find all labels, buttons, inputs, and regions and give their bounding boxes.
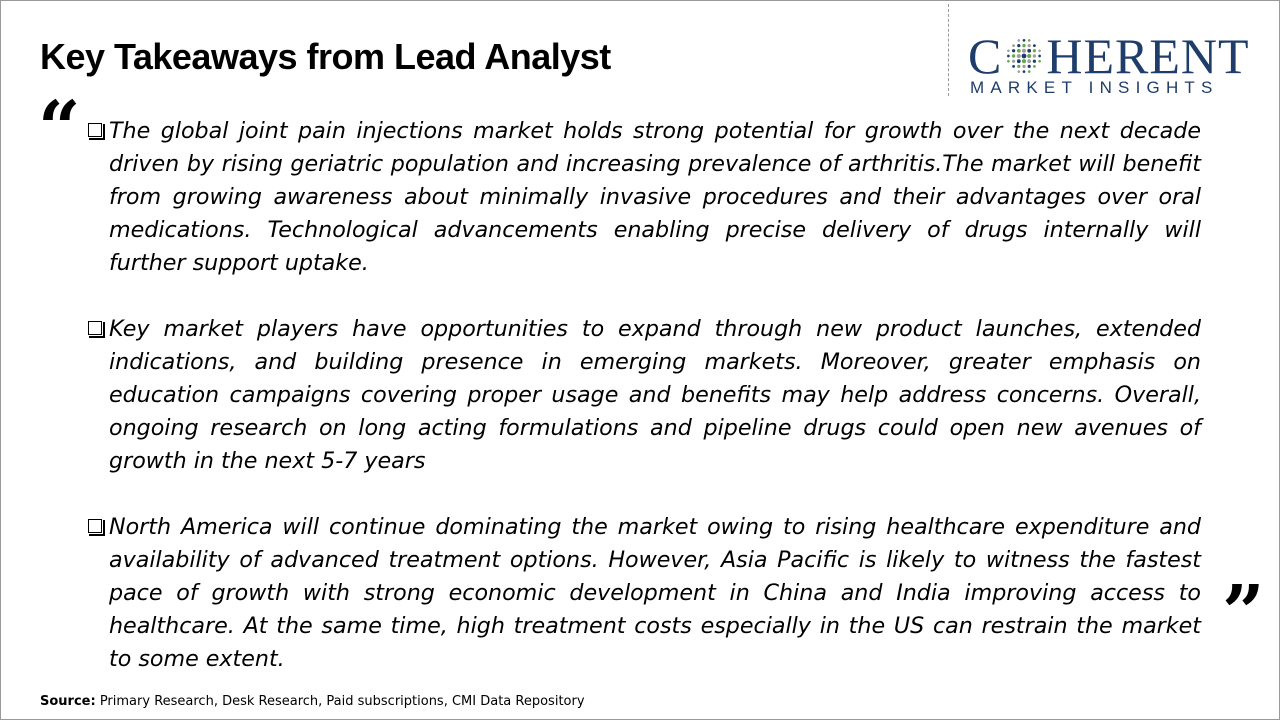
logo-divider — [948, 4, 949, 96]
globe-dot — [1017, 59, 1021, 63]
globe-dot — [1028, 39, 1031, 42]
globe-dot — [1013, 44, 1016, 47]
globe-dot — [1018, 65, 1021, 68]
globe-dot — [1033, 54, 1036, 57]
source-note — [40, 694, 585, 709]
globe-dot — [1012, 54, 1015, 57]
checkbox-bullet-icon — [88, 123, 102, 137]
globe-dot — [1017, 54, 1021, 58]
checkbox-bullet-icon — [88, 519, 102, 533]
logo-word-right: HERENT — [1046, 28, 1250, 84]
globe-dot — [1039, 60, 1042, 63]
globe-dot — [1007, 55, 1010, 58]
globe-dot — [1022, 59, 1026, 63]
globe-dot — [1033, 65, 1036, 68]
globe-dot — [1033, 44, 1036, 47]
globe-dot — [1033, 60, 1036, 63]
globe-dot — [1012, 49, 1015, 52]
globe-dot — [1028, 59, 1032, 63]
source-text: Primary Research, Desk Research, Paid subscriptions, CMI Data Repository — [95, 694, 585, 709]
coherent-logo — [968, 30, 1260, 100]
globe-dot — [1023, 70, 1026, 73]
globe-dot — [1022, 54, 1027, 59]
globe-dot — [1018, 44, 1021, 47]
takeaway-text: North America will continue dominating the market owing to rising healthcare expenditure and availability of advanced treatment options. However, Asia Pacific is likely to witness the fastest pace of growth with strong economic development in China and India improving access to healthcare. At the same time, high treatment costs especially in the US can restrain the market to some extent. — [109, 514, 1201, 672]
globe-dot — [1007, 60, 1010, 63]
globe-dot — [1028, 70, 1031, 73]
globe-dot — [1007, 50, 1010, 53]
globe-dot — [1039, 50, 1042, 53]
logo-subtitle: MARKET INSIGHTS — [970, 78, 1219, 97]
globe-dots-icon — [1004, 36, 1044, 76]
takeaway-item — [86, 115, 1201, 280]
takeaways-list — [86, 115, 1201, 709]
globe-dot — [1023, 44, 1026, 47]
logo-wordmark — [968, 30, 1250, 82]
source-label: Source: — [40, 694, 96, 709]
takeaway-text: The global joint pain injections market holds strong potential for growth over the next decade driven by rising geriatric population and increasing prevalence of arthritis.The market will benefit from growing awareness about minimally invasive procedures and their advantages over oral medications. Technological advancements enabling precise delivery of drugs internally will further support uptake. — [109, 118, 1201, 276]
globe-dot — [1018, 70, 1021, 73]
globe-dot — [1039, 55, 1042, 58]
globe-dot — [1023, 65, 1026, 68]
globe-dot — [1022, 49, 1026, 53]
globe-dot — [1028, 65, 1031, 68]
checkbox-bullet-icon — [88, 321, 102, 335]
close-quote-icon: ” — [1222, 570, 1265, 656]
globe-dot — [1013, 65, 1016, 68]
open-quote-icon: “ — [38, 86, 81, 172]
globe-dot — [1012, 60, 1015, 63]
globe-dot — [1017, 49, 1021, 53]
globe-dot — [1018, 39, 1021, 42]
globe-dot — [1028, 49, 1032, 53]
logo-word-left: C — [968, 28, 1003, 84]
globe-dot — [1033, 49, 1036, 52]
globe-dot — [1028, 44, 1031, 47]
takeaway-item — [86, 511, 1201, 676]
globe-dot — [1028, 54, 1032, 58]
takeaway-item — [86, 313, 1201, 478]
takeaway-text: Key market players have opportunities to expand through new product launches, extended indications, and building presence in emerging markets. Moreover, greater emphasis on education campaigns covering proper usage and benefits may help address concerns. Overall, ongoing research on long acting formulations and pipeline drugs could open new avenues of growth in the next 5-7 years — [109, 316, 1201, 474]
page-title: Key Takeaways from Lead Analyst — [40, 36, 611, 77]
globe-dot — [1023, 39, 1026, 42]
